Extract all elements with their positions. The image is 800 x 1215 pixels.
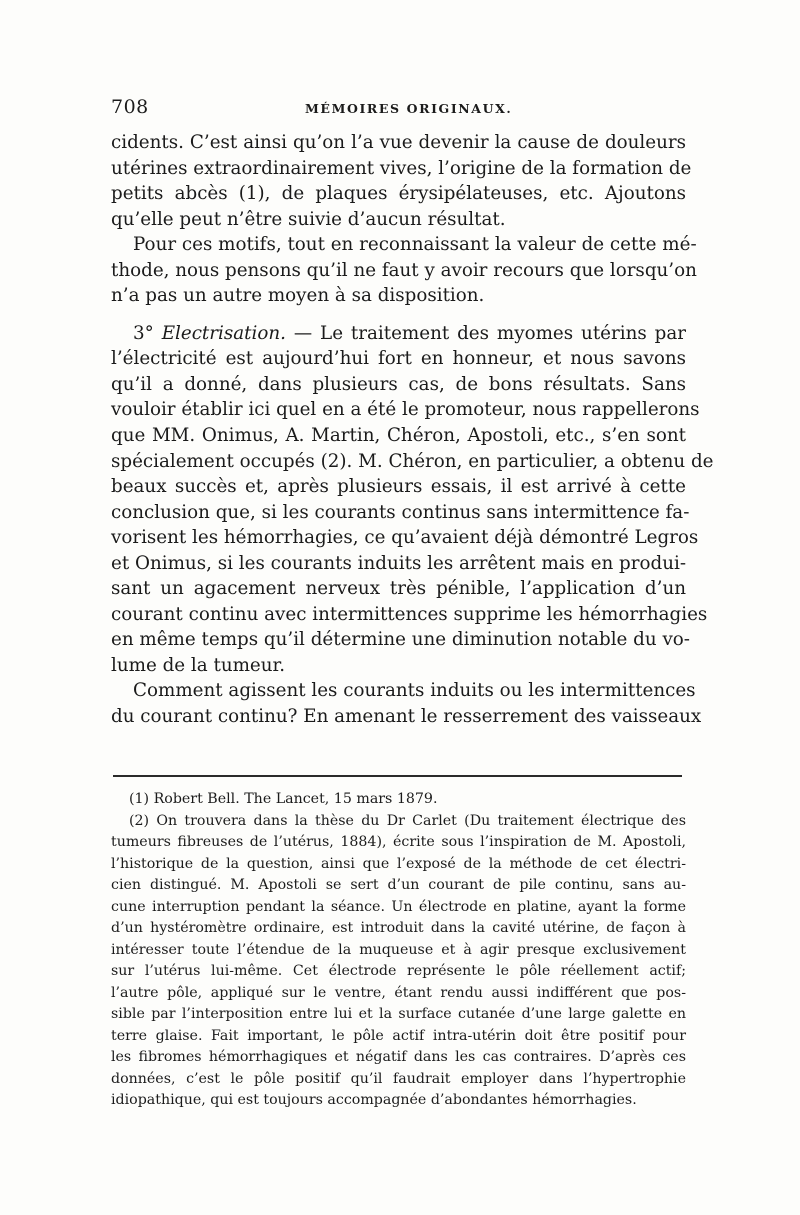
text-line: qu’il a donné, dans plusieurs cas, de bons résultats. Sans bbox=[111, 373, 686, 395]
text-line: beaux succès et, après plusieurs essais, il est arrivé à cette bbox=[111, 476, 686, 498]
footnote-line: tumeurs fibreuses de l’utérus, 1884), écrite sous l’inspiration de M. Apostoli, bbox=[111, 834, 686, 850]
footnote-line: sible par l’interposition entre lui et la surface cutanée d’une large galette en bbox=[111, 1006, 686, 1022]
footnote-line: d’un hystéromètre ordinaire, est introduit dans la cavité utérine, de façon à bbox=[111, 920, 686, 936]
text-line: que MM. Onimus, A. Martin, Chéron, Apostoli, etc., s’en sont bbox=[111, 425, 686, 447]
footnotes bbox=[111, 789, 686, 1112]
paragraph-gap bbox=[111, 309, 686, 321]
footnote-line: terre glaise. Fait important, le pôle actif intra-utérin doit être positif pour bbox=[111, 1027, 686, 1044]
text-line: thode, nous pensons qu’il ne faut y avoir recours que lorsqu’on bbox=[111, 259, 697, 281]
text-line: conclusion que, si les courants continus sans intermittence fa- bbox=[111, 501, 690, 523]
section-lead-text: — Le traitement des myomes utérins par bbox=[285, 322, 686, 344]
text-line: vorisent les hémorrhagies, ce qu’avaient déjà démontré Legros bbox=[111, 527, 699, 549]
text-line: n’a pas un autre moyen à sa disposition. bbox=[111, 285, 485, 307]
text-line: Pour ces motifs, tout en reconnaissant la valeur de cette mé- bbox=[133, 234, 697, 256]
footnote-line: les fibromes hémorrhagiques et négatif dans les cas contraires. D’après ces bbox=[111, 1049, 686, 1065]
section-title: Electrisation. bbox=[161, 322, 286, 344]
text-line: sant un agacement nerveux très pénible, l’application d’un bbox=[111, 578, 686, 600]
section-number: 3° bbox=[133, 322, 162, 344]
text-line: courant continu avec intermittences supprime les hémorrhagies bbox=[111, 603, 708, 625]
page-header bbox=[111, 96, 686, 122]
text-line: vouloir établir ici quel en a été le promoteur, nous rappellerons bbox=[111, 399, 700, 421]
text-line: spécialement occupés (2). M. Chéron, en particulier, a obtenu de bbox=[111, 450, 714, 472]
footnote-line: idiopathique, qui est toujours accompagnée d’abondantes hémorrhagies. bbox=[111, 1092, 637, 1108]
text-line: Comment agissent les courants induits ou les intermittences bbox=[133, 680, 696, 702]
footnote-line: (2) On trouvera dans la thèse du Dr Carlet (Du traitement électrique des bbox=[129, 812, 686, 829]
footnote-line: cien distingué. M. Apostoli se sert d’un courant de pile continu, sans au- bbox=[111, 877, 686, 893]
footnote-line: l’autre pôle, appliqué sur le ventre, étant rendu aussi indifférent que pos- bbox=[111, 984, 686, 1001]
text-line: du courant continu? En amenant le resserrement des vaisseaux bbox=[111, 706, 702, 728]
text-line: l’électricité est aujourd’hui fort en honneur, et nous savons bbox=[111, 348, 686, 370]
text-line: lume de la tumeur. bbox=[111, 654, 286, 676]
footnote-line: cune interruption pendant la séance. Un électrode en platine, ayant la forme bbox=[111, 898, 686, 915]
text-line: qu’elle peut n’être suivie d’aucun résultat. bbox=[111, 208, 506, 230]
text-line: cidents. C’est ainsi qu’on l’a vue devenir la cause de douleurs bbox=[111, 132, 686, 153]
page-number: 708 bbox=[111, 96, 149, 118]
footnote-line: intéresser toute l’étendue de la muqueuse et à agir presque exclusivement bbox=[111, 941, 686, 958]
text-line: et Onimus, si les courants induits les arrêtent mais en produi- bbox=[111, 552, 686, 574]
footnote-divider bbox=[113, 775, 682, 777]
text-line: petits abcès (1), de plaques érysipélateuses, etc. Ajoutons bbox=[111, 183, 686, 205]
running-title: MÉMOIRES ORIGINAUX. bbox=[305, 101, 513, 116]
text-line: en même temps qu’il détermine une diminution notable du vo- bbox=[111, 629, 690, 651]
footnote-line: l’historique de la question, ainsi que l’exposé de la méthode de cet électri- bbox=[111, 855, 686, 872]
footnote-line: sur l’utérus lui-même. Cet électrode représente le pôle réellement actif; bbox=[111, 963, 686, 979]
section-heading-line bbox=[111, 321, 686, 347]
main-text bbox=[111, 130, 714, 730]
footnote-line: données, c’est le pôle positif qu’il faudrait employer dans l’hypertrophie bbox=[111, 1070, 686, 1087]
footnote-line: (1) Robert Bell. The Lancet, 15 mars 1879. bbox=[129, 791, 438, 807]
text-line: utérines extraordinairement vives, l’origine de la formation de bbox=[111, 157, 692, 179]
